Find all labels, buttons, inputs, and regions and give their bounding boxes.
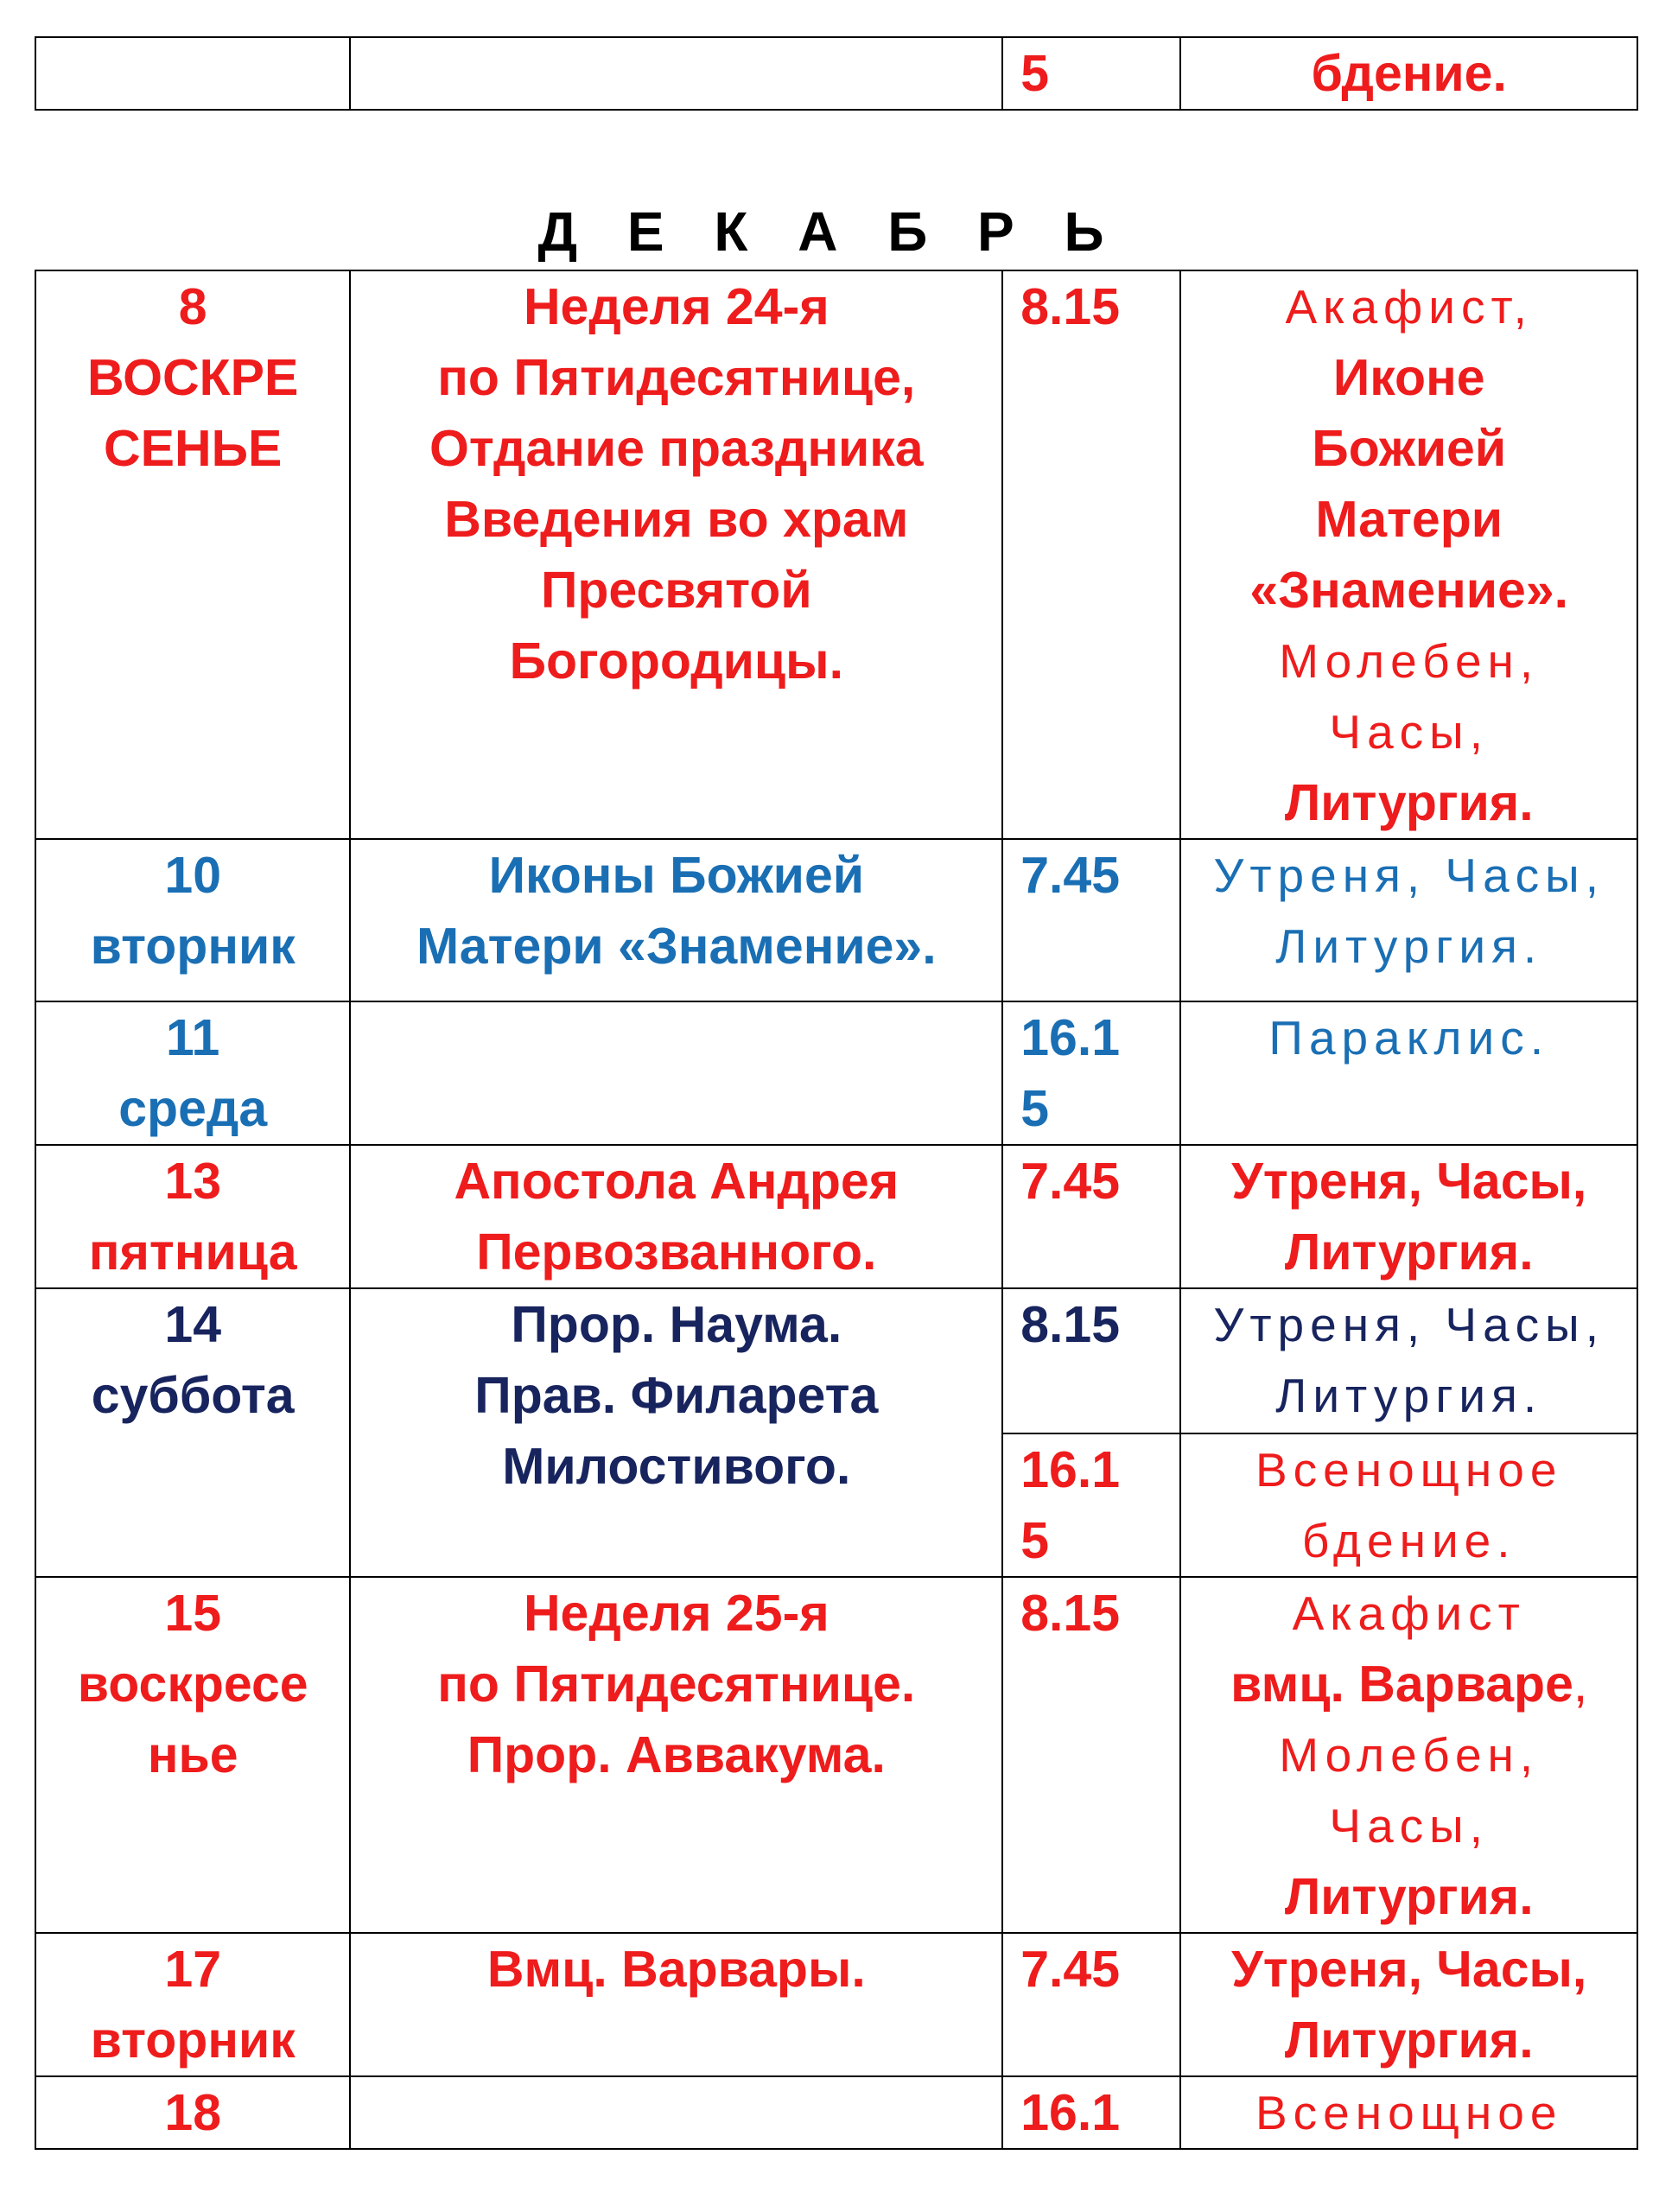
day-cell — [35, 1933, 350, 2076]
table-row — [35, 2076, 1637, 2149]
feast-cell — [350, 1145, 1002, 1288]
table-row — [35, 1145, 1637, 1288]
feast-cell — [350, 1933, 1002, 2076]
day-cell — [35, 839, 350, 1001]
feast-line: по Пятидесятнице. — [437, 1656, 916, 1713]
day-cell — [35, 1577, 350, 1933]
feast-cell — [350, 1577, 1002, 1933]
service-line: Литургия. — [1284, 1224, 1534, 1281]
feast-line: Отдание праздника — [429, 420, 924, 477]
weekday: суббота — [91, 1367, 295, 1424]
time-cell: 16.1 5 — [1002, 1433, 1180, 1577]
service-line: Божией — [1312, 420, 1507, 477]
feast-cell — [350, 1288, 1002, 1577]
table-row — [35, 1001, 1637, 1145]
feast-line: Милостивого. — [502, 1438, 851, 1495]
time-cell: 5 — [1002, 37, 1180, 110]
service-cell: бдение. — [1180, 37, 1637, 110]
time-cell: 8.15 — [1002, 270, 1180, 839]
service-cell — [1180, 2076, 1637, 2149]
service-line: вмц. Варваре — [1230, 1656, 1573, 1713]
service-line: Литургия. — [1284, 2012, 1534, 2069]
feast-line: Вмц. Варвары. — [486, 1941, 866, 1998]
service-line: Молебен, — [1279, 634, 1540, 688]
day-cell — [35, 1145, 350, 1288]
month-title: Д Е К А Б Р Ь — [537, 200, 1122, 263]
weekday: воскресе — [77, 1656, 308, 1713]
day-cell — [35, 270, 350, 839]
day-cell — [35, 1288, 350, 1577]
table-row — [35, 1288, 1637, 1433]
feast-cell — [350, 37, 1002, 110]
service-cell — [1180, 270, 1637, 839]
day-cell — [35, 1001, 350, 1145]
table-row — [35, 1577, 1637, 1933]
weekday: нье — [147, 1726, 238, 1783]
weekday: ВОСКРЕ — [87, 349, 299, 406]
table-row — [35, 270, 1637, 839]
time-cell: 7.45 — [1002, 839, 1180, 1001]
day-number: 17 — [164, 1941, 222, 1998]
service-line: Утреня, Часы, — [1213, 849, 1605, 902]
service-line: Часы, — [1329, 1799, 1489, 1853]
day-number: 11 — [166, 1009, 220, 1066]
schedule-table — [35, 270, 1638, 2150]
feast-line: Неделя 25-я — [523, 1585, 830, 1642]
day-number: 15 — [164, 1585, 222, 1642]
service-cell — [1180, 1577, 1637, 1933]
time-cell: 7.45 — [1002, 1145, 1180, 1288]
service-cell — [1180, 1288, 1637, 1433]
day-number: 10 — [164, 847, 222, 904]
service-line: Акафист, — [1285, 280, 1533, 334]
weekday: вторник — [90, 918, 296, 975]
feast-cell — [350, 1001, 1002, 1145]
time-cell: 8.15 — [1002, 1577, 1180, 1933]
day-cell — [35, 2076, 350, 2149]
feast-line: Прор. Аввакума. — [467, 1726, 886, 1783]
feast-line: Апостола Андрея — [454, 1153, 899, 1210]
service-line: Акафист — [1292, 1586, 1526, 1640]
service-line: бдение. — [1301, 1514, 1516, 1567]
service-cell — [1180, 1433, 1637, 1577]
service-comma: , — [1573, 1656, 1588, 1713]
feast-cell — [350, 2076, 1002, 2149]
day-number: 13 — [164, 1153, 222, 1210]
time-cell: 16.1 — [1002, 2076, 1180, 2149]
time-cell: 16.1 5 — [1002, 1001, 1180, 1145]
feast-line: Неделя 24-я — [523, 278, 830, 335]
service-line: Утреня, Часы, — [1213, 1298, 1605, 1351]
weekday: пятница — [88, 1224, 297, 1281]
service-cell — [1180, 839, 1637, 1001]
day-cell — [35, 37, 350, 110]
feast-line: по Пятидесятнице, — [437, 349, 916, 406]
service-line: Литургия. — [1275, 919, 1543, 973]
service-line: Часы, — [1329, 705, 1489, 759]
previous-month-table — [35, 36, 1638, 111]
day-number: 8 — [178, 278, 207, 335]
service-line: Литургия. — [1275, 1369, 1543, 1422]
time-cell: 8.15 — [1002, 1288, 1180, 1433]
service-line: Матери — [1315, 491, 1503, 548]
service-line: Всенощное — [1255, 1443, 1563, 1497]
feast-line: Матери «Знамение». — [416, 918, 937, 975]
service-cell — [1180, 1145, 1637, 1288]
day-number: 14 — [164, 1296, 222, 1353]
table-row — [35, 839, 1637, 1001]
service-line: Утреня, Часы, — [1231, 1153, 1587, 1210]
table-row — [35, 1933, 1637, 2076]
feast-line: Введения во храм — [444, 491, 909, 548]
day-number: 18 — [164, 2084, 222, 2141]
service-line: Параклис. — [1268, 1011, 1549, 1065]
service-line: Утреня, Часы, — [1231, 1941, 1587, 1998]
service-cell — [1180, 1933, 1637, 2076]
weekday: среда — [118, 1080, 268, 1137]
feast-line: Прор. Наума. — [511, 1296, 842, 1353]
service-line: Иконе — [1332, 349, 1485, 406]
feast-cell — [350, 839, 1002, 1001]
service-line: Молебен, — [1279, 1728, 1540, 1782]
weekday: вторник — [90, 2012, 296, 2069]
service-line: Литургия. — [1284, 774, 1534, 831]
feast-line: Первозванного. — [476, 1224, 877, 1281]
service-line: «Знамение». — [1249, 562, 1569, 619]
feast-cell — [350, 270, 1002, 839]
service-line: Литургия. — [1284, 1868, 1534, 1925]
feast-line: Пресвятой — [540, 562, 812, 619]
table-row — [35, 37, 1637, 110]
weekday: СЕНЬЕ — [104, 420, 283, 477]
feast-line: Богородицы. — [509, 632, 843, 690]
feast-line: Иконы Божией — [488, 847, 865, 904]
service-cell — [1180, 1001, 1637, 1145]
feast-line: Прав. Филарета — [474, 1367, 879, 1424]
time-cell: 7.45 — [1002, 1933, 1180, 2076]
service-line: Всенощное — [1255, 2086, 1563, 2139]
